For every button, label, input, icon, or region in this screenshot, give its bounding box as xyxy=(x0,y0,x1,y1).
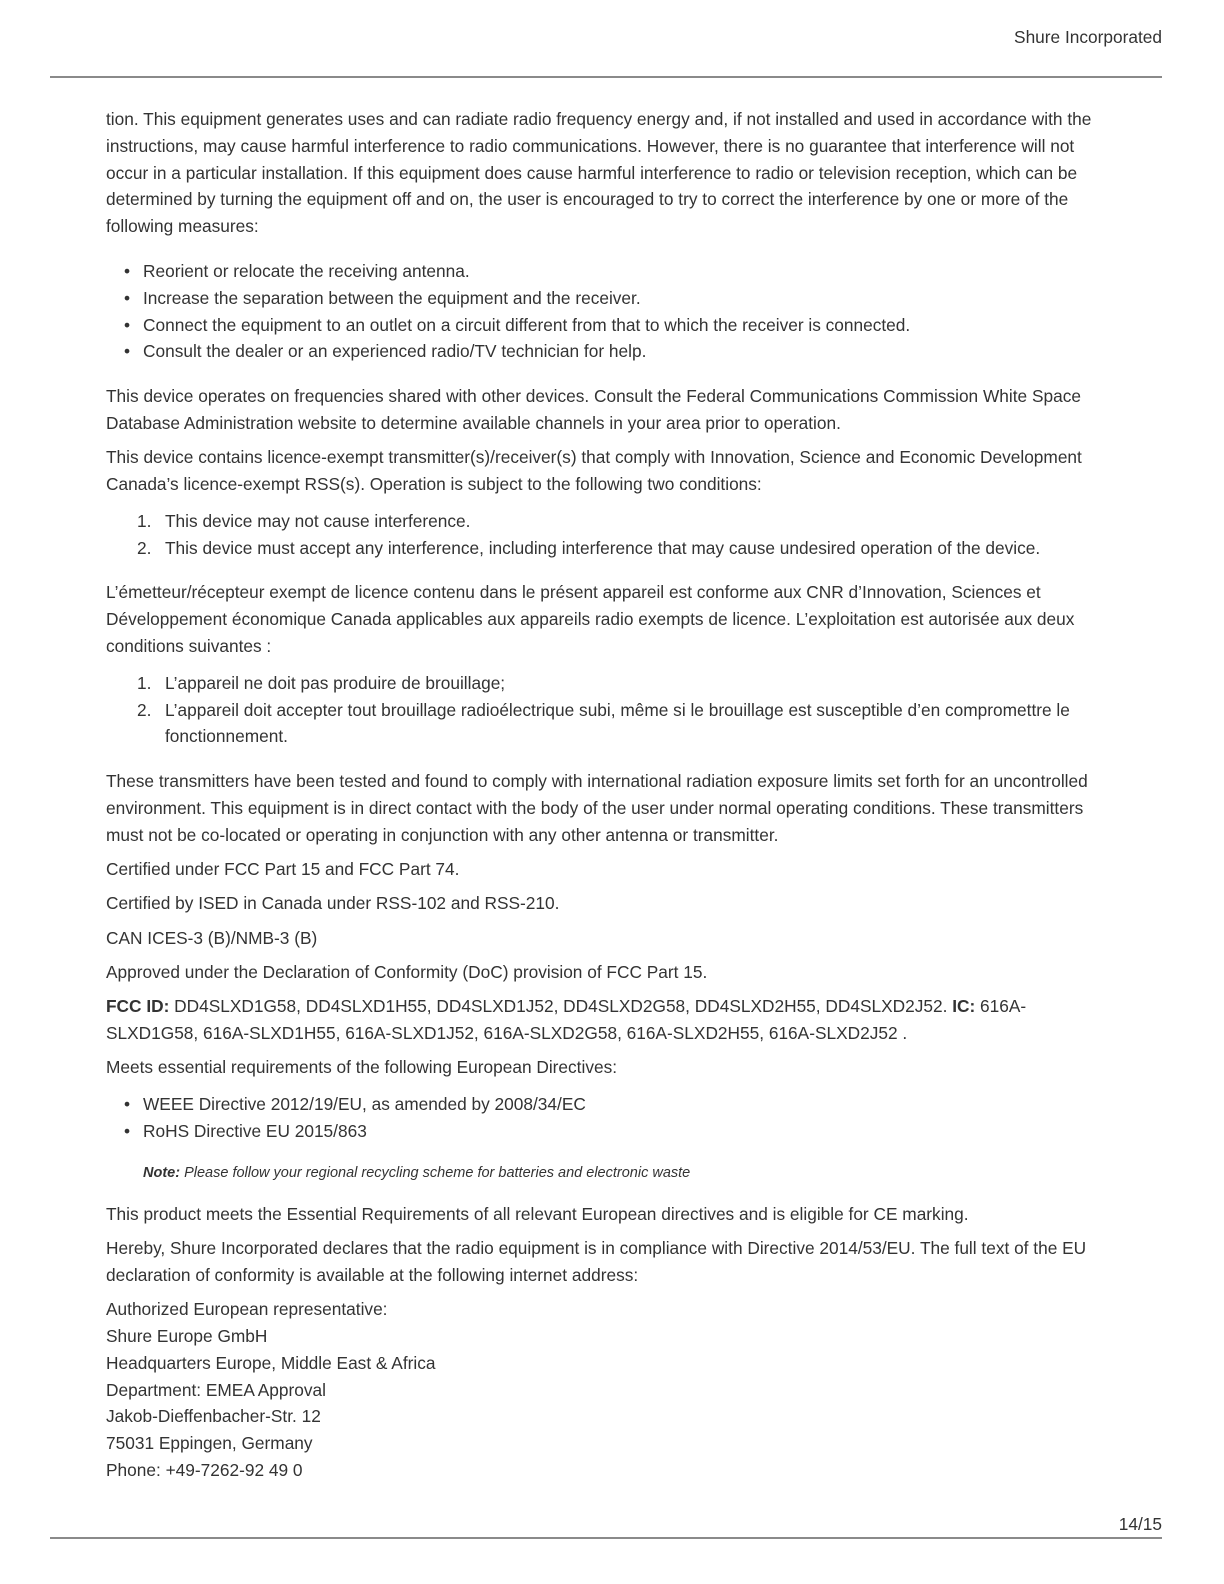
note-label: Note: xyxy=(143,1164,181,1181)
list-item xyxy=(106,535,1114,562)
list-item: • WEEE Directive 2012/19/EU, as amended by 2008/34/EC xyxy=(106,1091,1114,1118)
list-number: 2. xyxy=(137,699,152,720)
list-number: 1. xyxy=(137,672,152,693)
list-text: This device must accept any interference, including interference that may cause undesired operation of the device. xyxy=(165,537,1041,558)
fcc-interference-paragraph: tion. This equipment generates uses and can radiate radio frequency energy and, if not installed and used in accordance with the instructions, may cause harmful interference to radio communications. However, there is no guarantee that interference will not occur in a particular installation. If this equipment does cause harmful interference to radio or television reception, which can be determined by turning the equipment off and on, the user is encouraged to try to correct the interference by one or more of the following measures: xyxy=(106,109,1092,237)
rf-exposure-paragraph: These transmitters have been tested and found to comply with international radiation exposure limits set forth for an uncontrolled environment. This equipment is in direct contact with the body of the user under normal operating conditions. These transmitters must not be co-located or operating in conjunction with any other antenna or transmitter. xyxy=(106,771,1088,845)
address-line: Department: EMEA Approval xyxy=(106,1379,326,1400)
header-company-name: Shure Incorporated xyxy=(1014,27,1162,47)
doc-approval: Approved under the Declaration of Conformity (DoC) provision of FCC Part 15. xyxy=(106,962,708,983)
eu-declaration-paragraph: Hereby, Shure Incorporated declares that the radio equipment is in compliance with Directive 2014/53/EU. The full text of the EU declaration of conformity is available at the following internet address: xyxy=(106,1238,1087,1285)
fcc-certification: Certified under FCC Part 15 and FCC Part 74. xyxy=(106,859,460,880)
list-number: 2. xyxy=(137,537,152,558)
list-text: L’appareil doit accepter tout brouillage radioélectrique subi, même si le brouillage est susceptible d’en compromettre le fonctionnement. xyxy=(165,699,1070,747)
ised-paragraph-fr: L’émetteur/récepteur exempt de licence contenu dans le présent appareil est conforme aux CNR d’Innovation, Sciences et Développement économique Canada applicables aux appareils radio exempts de licence. L’exploitation est autorisée aux deux conditions suivantes : xyxy=(106,582,1075,657)
note-text: Please follow your regional recycling scheme for batteries and electronic waste xyxy=(180,1164,691,1181)
address-line: Headquarters Europe, Middle East & Africa xyxy=(106,1352,436,1373)
fcc-ic-ids xyxy=(106,993,1114,1047)
conditions-list-fr xyxy=(106,670,1114,750)
list-number: 1. xyxy=(137,510,152,531)
ic-label: IC: xyxy=(952,996,976,1017)
list-item xyxy=(106,670,1114,697)
address-line: Phone: +49-7262-92 49 0 xyxy=(106,1459,303,1480)
list-item: • Consult the dealer or an experienced radio/TV technician for help. xyxy=(106,338,1114,365)
directives-list xyxy=(106,1091,1114,1145)
ised-paragraph-en: This device contains licence-exempt transmitter(s)/receiver(s) that comply with Innovation, Science and Economic Development Canada’s licence-exempt RSS(s). Operation is subject to the following two conditions: xyxy=(106,447,1082,495)
header-divider xyxy=(50,76,1162,78)
list-text: This device may not cause interference. xyxy=(165,510,471,531)
fcc-id-values: DD4SLXD1G58, DD4SLXD1H55, DD4SLXD1J52, DD4SLXD2G58, DD4SLXD2H55, DD4SLXD2J52. xyxy=(169,996,953,1017)
footer-divider xyxy=(50,1537,1162,1539)
ices-compliance: CAN ICES-3 (B)/NMB-3 (B) xyxy=(106,927,318,948)
list-item xyxy=(106,697,1114,751)
address-line: Shure Europe GmbH xyxy=(106,1325,268,1346)
fcc-id-label: FCC ID: xyxy=(106,996,170,1017)
conditions-list-en xyxy=(106,508,1114,562)
page-content xyxy=(106,106,1114,1484)
white-space-paragraph: This device operates on frequencies shared with other devices. Consult the Federal Communications Commission White Space Database Administration website to determine available channels in your area prior to operation. xyxy=(106,386,1081,433)
list-item: • Increase the separation between the equipment and the receiver. xyxy=(106,285,1114,312)
address-line: Authorized European representative: xyxy=(106,1299,388,1320)
eu-representative-address xyxy=(106,1296,1114,1484)
recycling-note xyxy=(143,1163,1114,1183)
page-number: 14/15 xyxy=(1118,1514,1162,1534)
list-item: • Reorient or relocate the receiving antenna. xyxy=(106,258,1114,285)
list-item: • RoHS Directive EU 2015/863 xyxy=(106,1118,1114,1145)
list-item: • Connect the equipment to an outlet on a circuit different from that to which the receiver is connected. xyxy=(106,312,1114,339)
ic-values: 616A-SLXD1G58, 616A-SLXD1H55, 616A-SLXD1J52, 616A-SLXD2G58, 616A-SLXD2H55, 616A-SLXD2J52 . xyxy=(106,996,1027,1044)
ised-certification: Certified by ISED in Canada under RSS-102 and RSS-210. xyxy=(106,893,560,914)
list-text: L’appareil ne doit pas produire de brouillage; xyxy=(165,672,506,693)
ce-marking-paragraph: This product meets the Essential Requirements of all relevant European directives and is eligible for CE marking. xyxy=(106,1203,969,1224)
list-item xyxy=(106,508,1114,535)
address-line: 75031 Eppingen, Germany xyxy=(106,1433,313,1454)
measures-list xyxy=(106,258,1114,365)
address-line: Jakob-Dieffenbacher-Str. 12 xyxy=(106,1406,321,1427)
eu-directives-intro: Meets essential requirements of the following European Directives: xyxy=(106,1057,618,1078)
